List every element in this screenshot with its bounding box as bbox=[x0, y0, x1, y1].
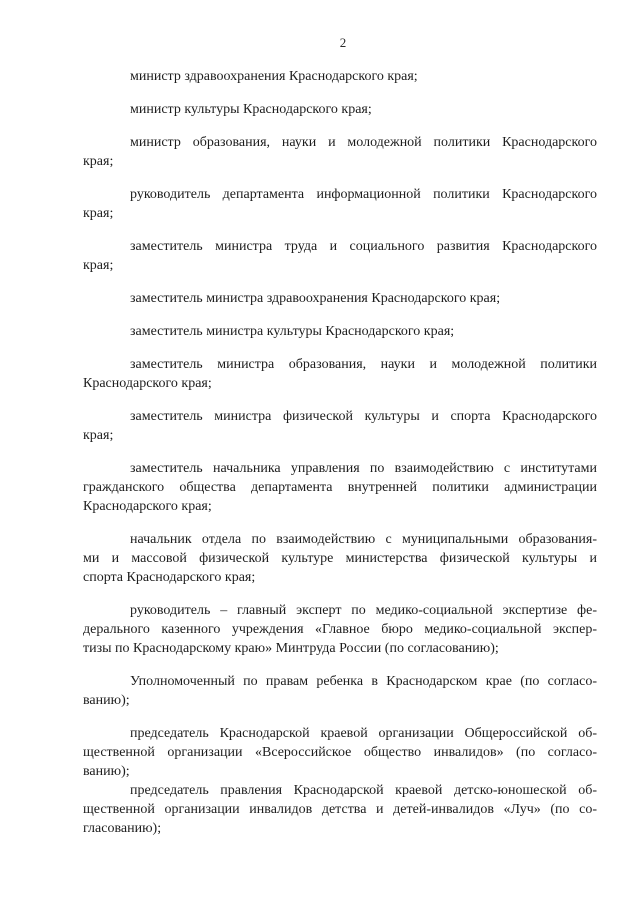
paragraph-chief-expert-medical-social-bureau bbox=[83, 601, 597, 658]
paragraph-line: заместитель начальника управления по взаимодействию с институтами bbox=[130, 461, 597, 476]
document-body bbox=[83, 67, 597, 852]
paragraph-line: министр образования, науки и молодежной политики Краснодарского bbox=[130, 135, 597, 150]
paragraph-line: края; bbox=[83, 258, 114, 273]
paragraph-minister-health bbox=[83, 67, 597, 86]
paragraph-minister-culture bbox=[83, 100, 597, 119]
paragraph-line: председатель правления Краснодарской краевой детско-юношеской об- bbox=[130, 783, 597, 798]
paragraph-line: министр культуры Краснодарского края; bbox=[130, 102, 372, 117]
paragraph-deputy-minister-labor bbox=[83, 237, 597, 275]
paragraph-line: ванию); bbox=[83, 693, 130, 708]
paragraph-line: гласованию); bbox=[83, 821, 162, 836]
paragraph-line: Краснодарского края; bbox=[83, 499, 212, 514]
paragraph-line: края; bbox=[83, 428, 114, 443]
paragraph-children-rights-ombudsman bbox=[83, 672, 597, 710]
paragraph-line: начальник отдела по взаимодействию с муниципальными образования- bbox=[130, 532, 597, 547]
paragraph-line: министр здравоохранения Краснодарского края; bbox=[130, 69, 418, 84]
paragraph-line: руководитель – главный эксперт по медико-социальной экспертизе фе- bbox=[130, 603, 597, 618]
paragraph-line: заместитель министра культуры Краснодарского края; bbox=[130, 324, 455, 339]
paragraph-line: края; bbox=[83, 206, 114, 221]
paragraph-line: гражданского общества департамента внутренней политики администрации bbox=[83, 480, 597, 495]
paragraph-head-municipal-interaction-division bbox=[83, 530, 597, 587]
paragraph-chairman-all-russian-disabled-society bbox=[83, 724, 597, 781]
paragraph-line: Краснодарского края; bbox=[83, 376, 212, 391]
paragraph-line: заместитель министра труда и социального развития Краснодарского bbox=[130, 239, 597, 254]
paragraph-line: края; bbox=[83, 154, 114, 169]
page-number: 2 bbox=[339, 35, 347, 50]
paragraph-deputy-minister-health bbox=[83, 289, 597, 308]
paragraph-line: Уполномоченный по правам ребенка в Краснодарском крае (по согласо- bbox=[130, 674, 597, 689]
paragraph-line: ми и массовой физической культуре министерства физической культуры и bbox=[83, 551, 597, 566]
paragraph-line: ванию); bbox=[83, 764, 130, 779]
paragraph-line: заместитель министра здравоохранения Краснодарского края; bbox=[130, 291, 501, 306]
paragraph-deputy-minister-culture bbox=[83, 322, 597, 341]
paragraph-line: тизы по Краснодарскому краю» Минтруда России (по согласованию); bbox=[83, 641, 499, 656]
paragraph-line: дерального казенного учреждения «Главное бюро медико-социальной экспер- bbox=[83, 622, 597, 637]
paragraph-line: щественной организации «Всероссийское общество инвалидов» (по согласо- bbox=[83, 745, 597, 760]
paragraph-line: руководитель департамента информационной политики Краснодарского bbox=[130, 187, 597, 202]
paragraph-line: заместитель министра физической культуры и спорта Краснодарского bbox=[130, 409, 597, 424]
paragraph-line: спорта Краснодарского края; bbox=[83, 570, 256, 585]
paragraph-deputy-head-civil-society-division bbox=[83, 459, 597, 516]
paragraph-minister-education bbox=[83, 133, 597, 171]
paragraph-deputy-minister-sport bbox=[83, 407, 597, 445]
paragraph-line: заместитель министра образования, науки и молодежной политики bbox=[130, 357, 597, 372]
paragraph-chairman-luch-organization bbox=[83, 781, 597, 838]
paragraph-line: председатель Краснодарской краевой организации Общероссийской об- bbox=[130, 726, 597, 741]
paragraph-head-information-policy-department bbox=[83, 185, 597, 223]
paragraph-line: щественной организации инвалидов детства и детей-инвалидов «Луч» (по со- bbox=[83, 802, 597, 817]
paragraph-deputy-minister-education bbox=[83, 355, 597, 393]
